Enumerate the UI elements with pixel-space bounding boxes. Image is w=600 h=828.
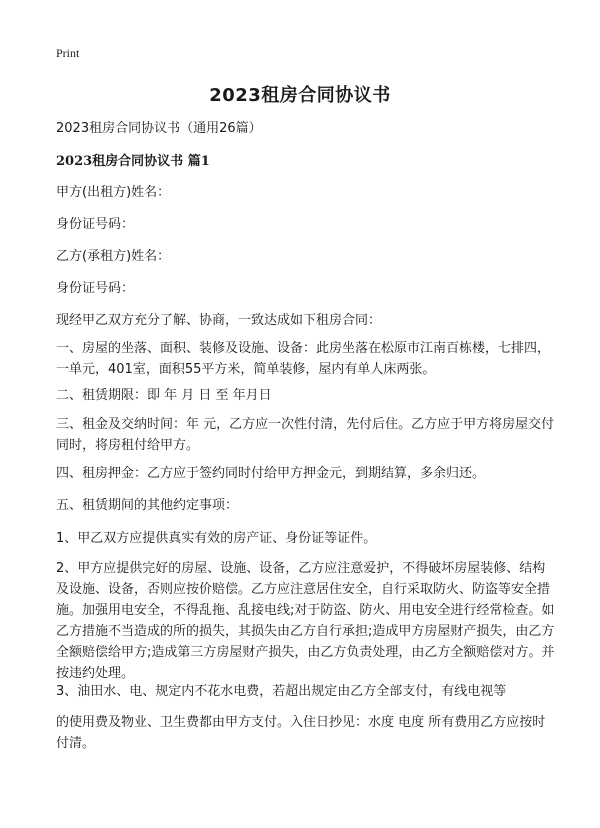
paragraph-agreement-intro: 现经甲乙双方充分了解、协商，一致达成如下租房合同： xyxy=(56,313,382,328)
paragraph-lessee-id: 身份证号码： xyxy=(56,281,135,296)
document-subtitle: 2023租房合同协议书（通用26篇） xyxy=(56,121,262,136)
chapter-heading: 2023租房合同协议书 篇1 xyxy=(56,154,210,169)
paragraph-lessor-id: 身份证号码： xyxy=(56,217,135,232)
paragraph-item-3-continued: 的使用费及物业、卫生费都由甲方支付。入住日抄见：水度 电度 所有费用乙方应按时付清。 xyxy=(56,715,546,751)
paragraph-clause-2: 二、租赁期限：即 年 月 日 至 年月日 xyxy=(56,388,272,403)
paragraph-clause-5: 五、租赁期间的其他约定事项： xyxy=(56,498,239,513)
paragraph-lessee-name: 乙方(承租方)姓名： xyxy=(56,249,171,264)
paragraph-clause-4: 四、租房押金：乙方应于签约同时付给甲方押金元，到期结算，多余归还。 xyxy=(56,466,486,481)
paragraph-clause-3: 三、租金及交纳时间：年 元，乙方应一次性付清，先付后住。乙方应于甲方将房屋交付同时，将房租付给甲方。 xyxy=(56,417,555,453)
paragraph-clause-1: 一、房屋的坐落、面积、装修及设施、设备：此房坐落在松原市江南百栋楼，七排四，一单元，401室，面积55平方米，简单装修，屋内有单人床两张。 xyxy=(56,341,551,377)
paragraph-item-1: 1、甲乙双方应提供真实有效的房产证、身份证等证件。 xyxy=(56,531,377,546)
paragraph-item-2: 2、甲方应提供完好的房屋、设施、设备，乙方应注意爱护，不得破坏房屋装修、结构及设施、设备，否则应按价赔偿。乙方应注意居住安全，自行采取防火、防盗等安全措施。加强用电安全，不得乱拖、乱接电线;对于防盗、防火、用电安全进行经常检查。如乙方措施不当造成的所的损失，其损失由乙方自行承担;造成甲方房屋财产损失，由乙方全额赔偿给甲方;造成第三方房屋财产损失，由乙方负责处理，由乙方全额赔偿对方。并按违约处理。 xyxy=(56,561,555,681)
paragraph-lessor-name: 甲方(出租方)姓名： xyxy=(56,185,171,200)
document-title: 2023租房合同协议书 xyxy=(209,85,391,106)
paragraph-item-3: 3、油田水、电、规定内不花水电费，若超出规定由乙方全部支付，有线电视等 xyxy=(56,684,507,699)
print-link[interactable]: Print xyxy=(56,46,80,60)
